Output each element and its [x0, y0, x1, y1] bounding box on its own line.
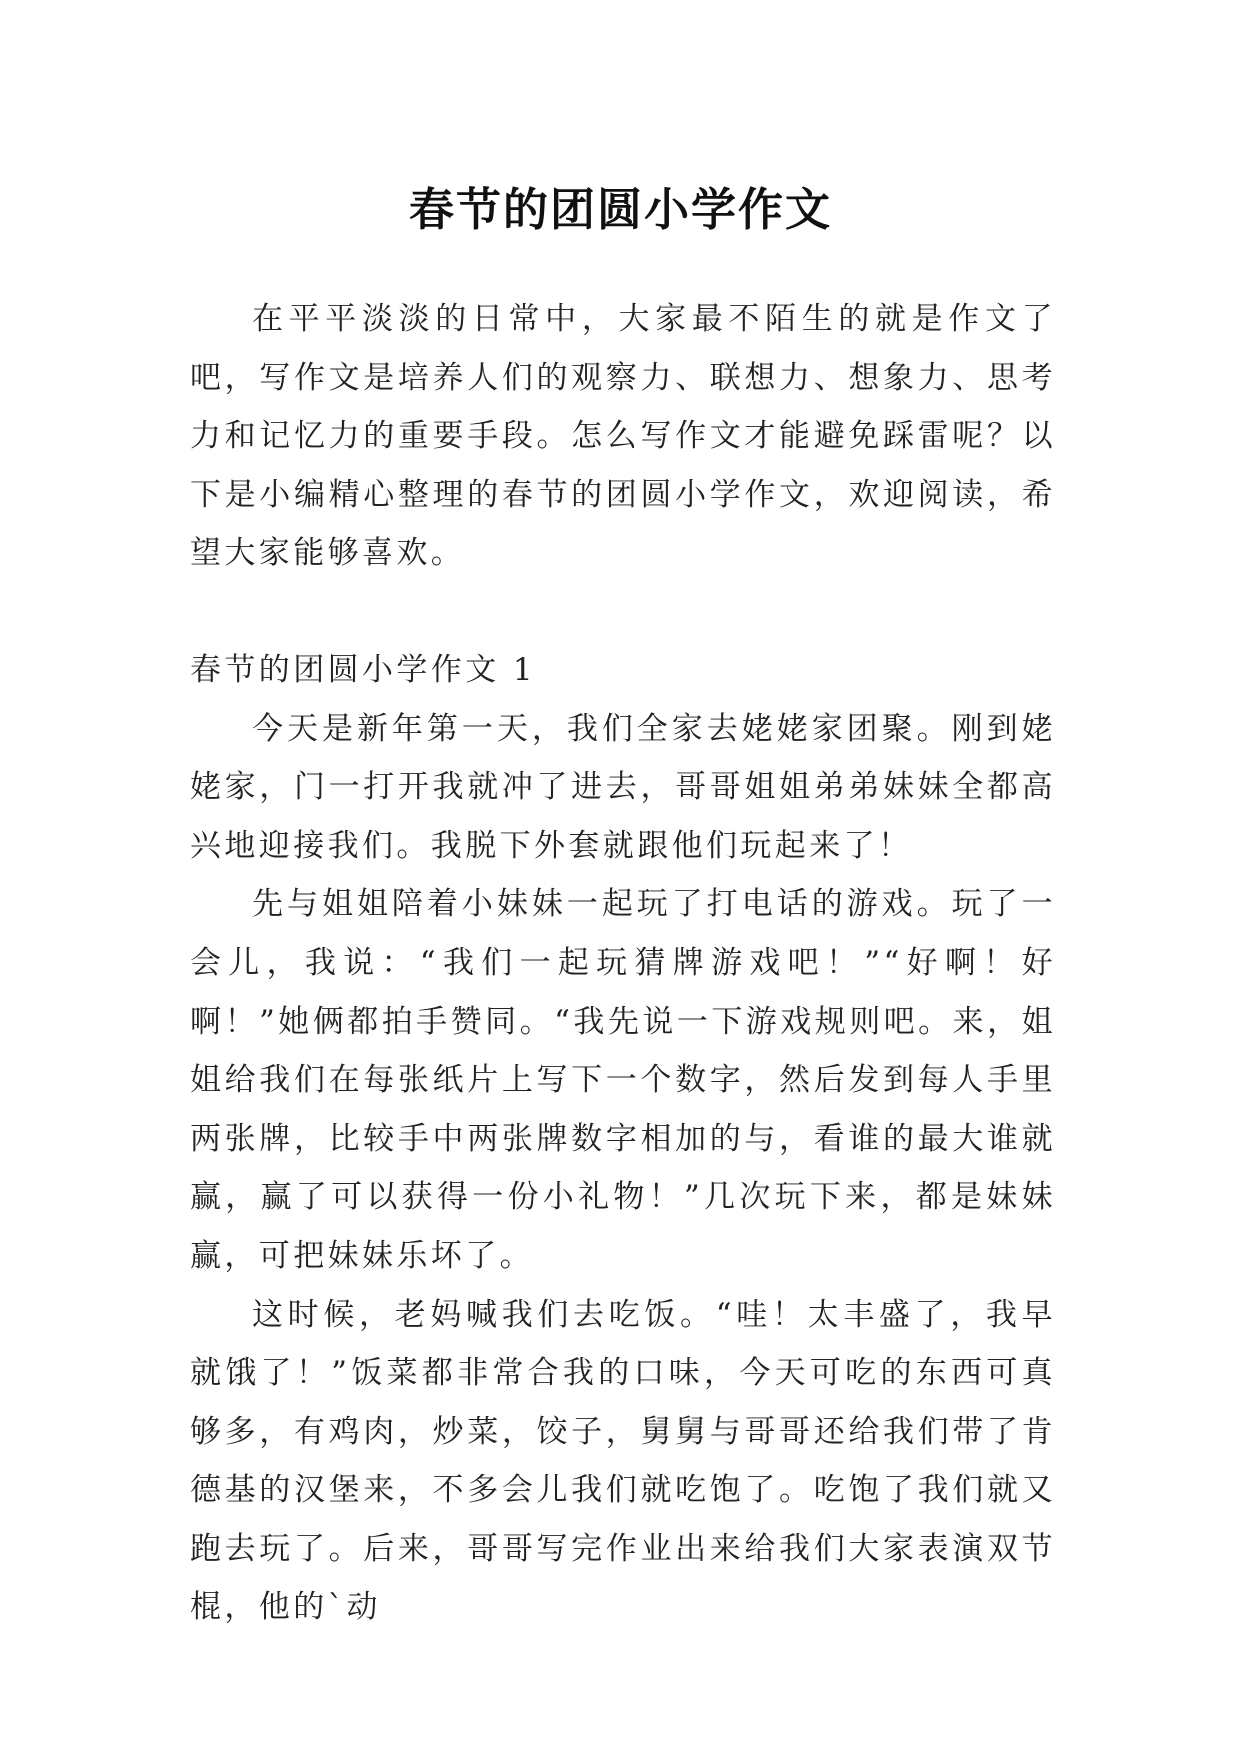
body-paragraph-2: 先与姐姐陪着小妹妹一起玩了打电话的游戏。玩了一会儿，我说：“我们一起玩猜牌游戏吧！”“好啊！好啊！”她俩都拍手赞同。“我先说一下游戏规则吧。来，姐姐给我们在每张纸片上写下一个数字，然后发到每人手里两张牌，比较手中两张牌数字相加的与，看谁的最大谁就赢，赢了可以获得一份小礼物！”几次玩下来，都是妹妹赢，可把妹妹乐坏了。 — [190, 886, 1056, 1274]
document-body — [190, 290, 1056, 1637]
body-paragraph-1: 今天是新年第一天，我们全家去姥姥家团聚。刚到姥姥家，门一打开我就冲了进去，哥哥姐姐弟弟妹妹全都高兴地迎接我们。我脱下外套就跟他们玩起来了！ — [190, 710, 1056, 864]
section-heading: 春节的团圆小学作文 1 — [190, 651, 536, 688]
intro-paragraph: 在平平淡淡的日常中，大家最不陌生的就是作文了吧，写作文是培养人们的观察力、联想力、想象力、思考力和记忆力的重要手段。怎么写作文才能避免踩雷呢？以下是小编精心整理的春节的团圆小学作文，欢迎阅读，希望大家能够喜欢。 — [190, 301, 1056, 572]
body-paragraph-3: 这时候，老妈喊我们去吃饭。“哇！太丰盛了，我早就饿了！”饭菜都非常合我的口味，今天可吃的东西可真够多，有鸡肉，炒菜，饺子，舅舅与哥哥还给我们带了肯德基的汉堡来，不多会儿我们就吃饱了。吃饱了我们就又跑去玩了。后来，哥哥写完作业出来给我们大家表演双节棍，他的`动 — [190, 1296, 1056, 1626]
document-title: 春节的团圆小学作文 — [408, 183, 832, 237]
